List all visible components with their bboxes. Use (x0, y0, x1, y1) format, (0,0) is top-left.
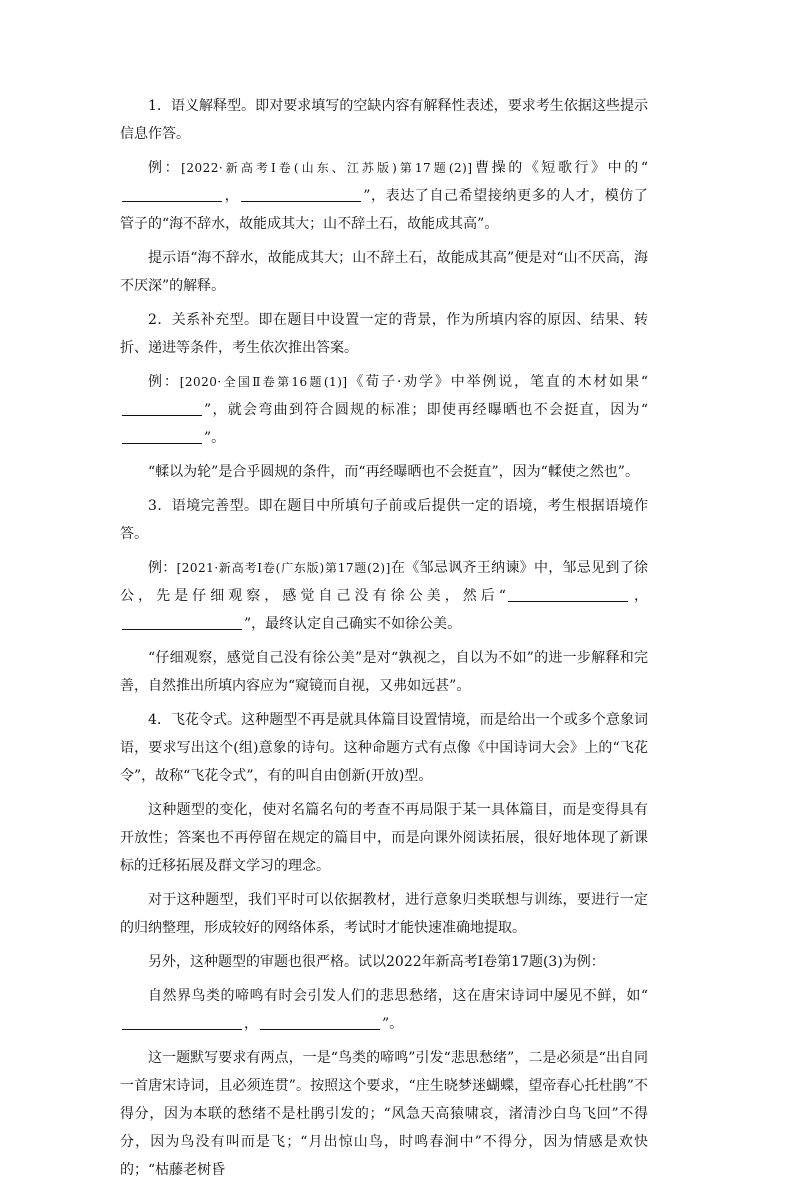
paragraph-7: 3．语境完善型。即在题目中所填句子前或后提供一定的语境，考生根据语境作答。 (120, 498, 648, 542)
example-source: [2022·新高考Ⅰ卷(山东、江苏版)第17题(2)] (181, 161, 473, 175)
example-text: 在《邹忌讽齐王纳谏》中，邹忌见到了徐公，先是仔细观察，感觉自己没有徐公美，然后“ (120, 560, 649, 604)
paragraph-14-question: 自然界鸟类的啼鸣有时会引发人们的悲思愁绪，这在唐宋诗词中屡见不鲜，如“， ”。 (120, 982, 648, 1038)
paragraph-13: 另外，这种题型的审题也很严格。试以2022年新高考Ⅰ卷第17题(3)为例： (148, 954, 605, 970)
question-text: ”。 (382, 1016, 404, 1032)
paragraph-1: 1．语义解释型。即对要求填写的空缺内容有解释性表述，要求考生依据这些提示信息作答。 (120, 98, 648, 142)
question-text: 自然界鸟类的啼鸣有时会引发人们的悲思愁绪，这在唐宋诗词中屡见不鲜，如“ (148, 988, 648, 1004)
example-source: [2020·全国Ⅱ卷第16题(1)] (179, 375, 348, 389)
example-prefix: 例： (148, 160, 182, 176)
answer-blank[interactable] (122, 399, 202, 416)
example-prefix: 例： (148, 374, 180, 390)
example-text: ”，最终认定自己确实不如徐公美。 (244, 616, 462, 632)
paragraph-12: 对于这种题型，我们平时可以依据教材，进行意象归类联想与训练，要进行一定的归纳整理，形成较好的网络体系，考试时才能快速准确地提取。 (120, 892, 648, 936)
paragraph-10: 4．飞花令式。这种题型不再是就具体篇目设置情境，而是给出一个或多个意象词语，要求写出这个(组)意象的诗句。这种命题方式有点像《中国诗词大会》上的“飞花令”，故称“飞花令式”，有的叫自由创新(开放)型。 (120, 712, 648, 784)
answer-blank[interactable] (122, 1013, 242, 1030)
answer-blank[interactable] (260, 1013, 380, 1030)
paragraph-4: 2．关系补充型。即在题目中设置一定的背景，作为所填内容的原因、结果、转折、递进等条件，考生依次推出答案。 (120, 312, 648, 356)
example-text: 《荀子·劝学》中举例说，笔直的木材如果“ (347, 374, 648, 390)
paragraph-3: 提示语“海不辞水，故能成其大；山不辞土石，故能成其高”便是对“山不厌高，海不厌深”的解释。 (120, 250, 648, 294)
paragraph-11: 这种题型的变化，使对名篇名句的考查不再局限于某一具体篇目，而是变得具有开放性；答案也不再停留在规定的篇目中，而是向课外阅读拓展，很好地体现了新课标的迁移拓展及群文学习的理念。 (120, 802, 648, 874)
paragraph-5-example (120, 368, 648, 452)
example-source: [2021·新高考Ⅰ卷(广东版)第17题(2)] (176, 561, 391, 575)
paragraph-15: 这一题默写要求有两点，一是“鸟类的啼鸣”引发“悲思愁绪”，二是必须是“出自同一首唐宋诗词，且必须连贯”。按照这个要求，“庄生晓梦迷蝴蝶，望帝春心托杜鹃”不得分，因为本联的愁绪不是杜鹃引发的；“风急天高猿啸哀，渚清沙白鸟飞回”不得分，因为鸟没有叫而是飞；“月出惊山鸟，时鸣春涧中”不得分，因为情感是欢快的；“枯藤老树昏 (120, 1050, 648, 1178)
answer-blank[interactable] (508, 585, 628, 602)
paragraph-9: “仔细观察，感觉自己没有徐公美”是对“孰视之，自以为不如”的进一步解释和完善，自然推出所填内容应为“窥镜而自视，又弗如远甚”。 (120, 650, 648, 694)
example-text: ”，就会弯曲到符合圆规的标准；即使再经曝晒也不会挺直，因为“ (204, 402, 648, 418)
answer-blank[interactable] (122, 185, 222, 202)
example-prefix: 例： (148, 560, 177, 576)
example-text: 曹操的《短歌行》中的“ (472, 160, 648, 176)
answer-blank[interactable] (122, 613, 242, 630)
answer-blank[interactable] (241, 185, 361, 202)
example-text: ”。 (204, 430, 226, 446)
paragraph-8-example: 例：[2021·新高考Ⅰ卷(广东版)第17题(2)]在《邹忌讽齐王纳谏》中，邹忌见到了徐公，先是仔细观察，感觉自己没有徐公美，然后“ ，”，最终认定自己确实不如徐公美。 (120, 560, 649, 632)
example-text: ”，表达了自己希望接纳更多的人才，模仿了管子的“海不辞水，故能成其大；山不辞土石，故能成其高”。 (120, 188, 649, 232)
answer-blank[interactable] (122, 427, 202, 444)
paragraph-2-example: 例：[2022·新高考Ⅰ卷(山东、江苏版)第17题(2)]曹操的《短歌行》中的“， ”，表达了自己希望接纳更多的人才，模仿了管子的“海不辞水，故能成其大；山不辞土石，故能成其高”。 (120, 160, 649, 232)
paragraph-6: “輮以为轮”是合乎圆规的条件，而“再经曝晒也不会挺直”，因为“輮使之然也”。 (148, 464, 639, 480)
